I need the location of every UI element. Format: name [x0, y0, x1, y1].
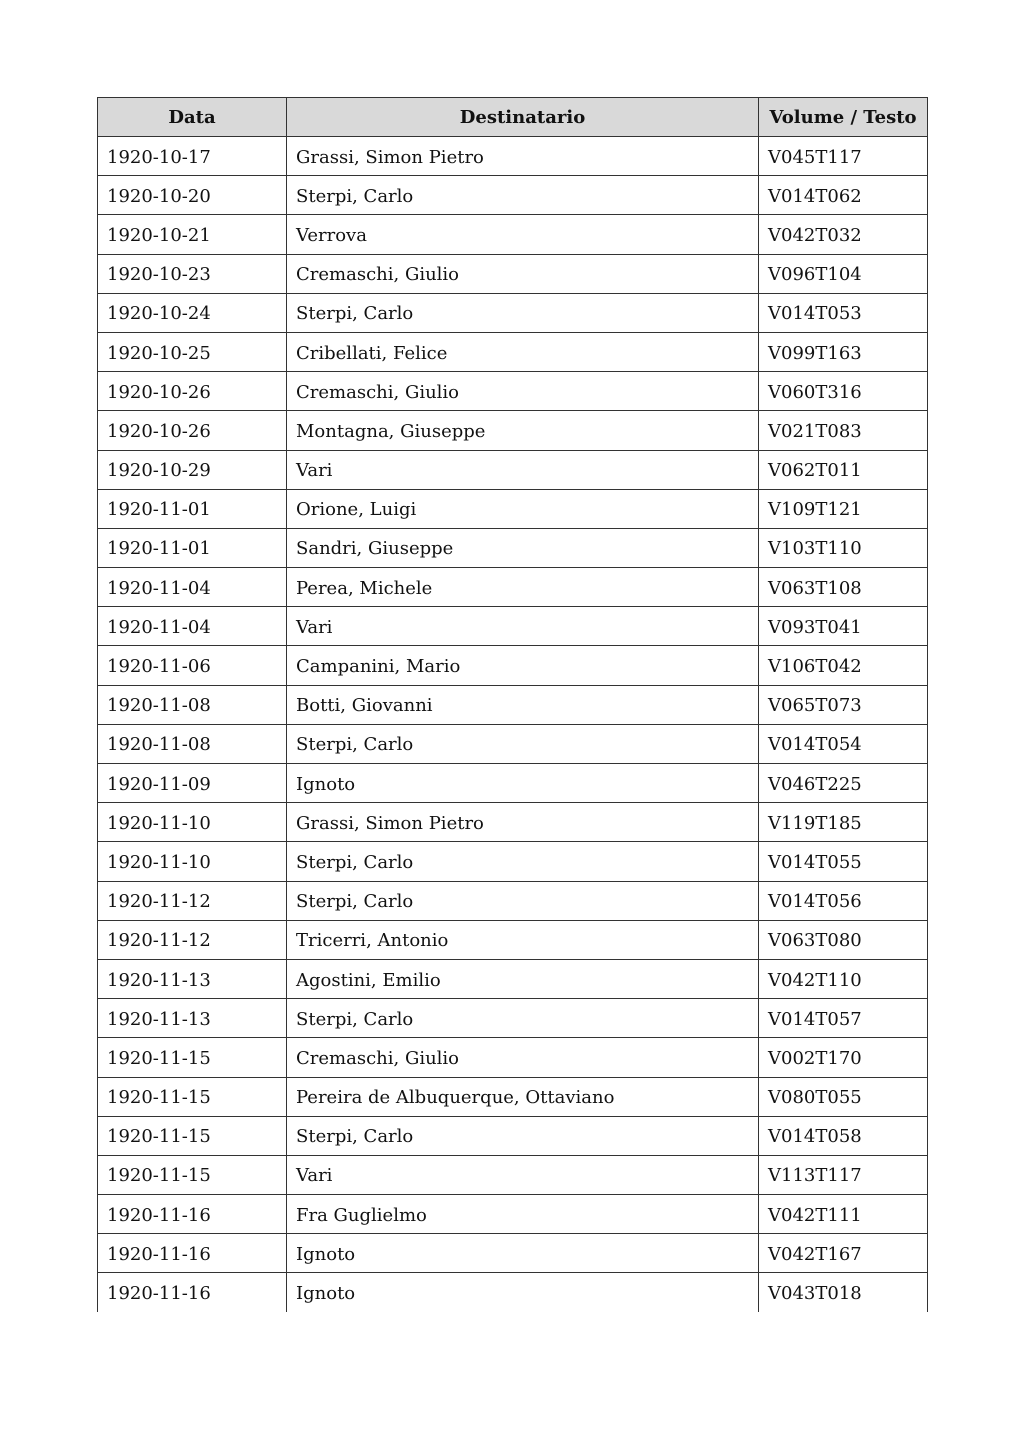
table-row [98, 1195, 928, 1234]
table-row [98, 137, 928, 176]
cell-recipient: Montagna, Giuseppe [287, 411, 759, 450]
cell-recipient: Agostini, Emilio [287, 959, 759, 998]
cell-volume: V109T121 [759, 489, 928, 528]
cell-volume: V062T011 [759, 450, 928, 489]
cell-volume: V042T111 [759, 1195, 928, 1234]
cell-volume: V080T055 [759, 1077, 928, 1116]
column-header-volume: Volume / Testo [759, 98, 928, 137]
cell-date: 1920-11-06 [98, 646, 287, 685]
cell-recipient: Sandri, Giuseppe [287, 528, 759, 567]
cell-volume: V113T117 [759, 1155, 928, 1194]
cell-recipient: Cremaschi, Giulio [287, 254, 759, 293]
cell-volume: V014T056 [759, 881, 928, 920]
cell-recipient: Grassi, Simon Pietro [287, 137, 759, 176]
table-row [98, 1273, 928, 1312]
table-row [98, 293, 928, 332]
cell-volume: V119T185 [759, 803, 928, 842]
cell-recipient: Sterpi, Carlo [287, 724, 759, 763]
cell-volume: V093T041 [759, 607, 928, 646]
column-header-recipient: Destinatario [287, 98, 759, 137]
cell-date: 1920-11-10 [98, 803, 287, 842]
cell-volume: V021T083 [759, 411, 928, 450]
cell-recipient: Sterpi, Carlo [287, 176, 759, 215]
table-row [98, 607, 928, 646]
cell-date: 1920-10-29 [98, 450, 287, 489]
table-row [98, 489, 928, 528]
cell-recipient: Campanini, Mario [287, 646, 759, 685]
cell-volume: V063T080 [759, 920, 928, 959]
cell-volume: V045T117 [759, 137, 928, 176]
cell-recipient: Tricerri, Antonio [287, 920, 759, 959]
table-row [98, 254, 928, 293]
cell-date: 1920-10-26 [98, 372, 287, 411]
cell-date: 1920-11-13 [98, 999, 287, 1038]
cell-volume: V014T058 [759, 1116, 928, 1155]
table-row [98, 1234, 928, 1273]
table-row [98, 959, 928, 998]
cell-recipient: Cribellati, Felice [287, 332, 759, 371]
cell-volume: V046T225 [759, 764, 928, 803]
cell-date: 1920-10-21 [98, 215, 287, 254]
table-row [98, 881, 928, 920]
cell-date: 1920-10-17 [98, 137, 287, 176]
cell-date: 1920-11-08 [98, 685, 287, 724]
cell-volume: V103T110 [759, 528, 928, 567]
cell-recipient: Orione, Luigi [287, 489, 759, 528]
table-row [98, 1155, 928, 1194]
cell-volume: V014T053 [759, 293, 928, 332]
table-row [98, 411, 928, 450]
cell-recipient: Ignoto [287, 764, 759, 803]
table-row [98, 842, 928, 881]
cell-volume: V063T108 [759, 568, 928, 607]
cell-volume: V043T018 [759, 1273, 928, 1312]
table-row [98, 372, 928, 411]
letters-table [97, 97, 928, 1312]
cell-date: 1920-10-20 [98, 176, 287, 215]
table-row [98, 920, 928, 959]
cell-volume: V014T055 [759, 842, 928, 881]
cell-date: 1920-11-01 [98, 528, 287, 567]
cell-volume: V014T054 [759, 724, 928, 763]
cell-recipient: Cremaschi, Giulio [287, 1038, 759, 1077]
table-row [98, 215, 928, 254]
cell-date: 1920-11-16 [98, 1195, 287, 1234]
cell-recipient: Verrova [287, 215, 759, 254]
cell-date: 1920-10-25 [98, 332, 287, 371]
cell-volume: V002T170 [759, 1038, 928, 1077]
cell-date: 1920-11-08 [98, 724, 287, 763]
cell-recipient: Sterpi, Carlo [287, 881, 759, 920]
cell-recipient: Fra Guglielmo [287, 1195, 759, 1234]
cell-date: 1920-11-01 [98, 489, 287, 528]
table-row [98, 764, 928, 803]
table-row [98, 685, 928, 724]
cell-date: 1920-11-15 [98, 1077, 287, 1116]
cell-date: 1920-11-15 [98, 1155, 287, 1194]
cell-recipient: Vari [287, 1155, 759, 1194]
cell-volume: V099T163 [759, 332, 928, 371]
table-row [98, 724, 928, 763]
table-header [98, 98, 928, 137]
cell-recipient: Perea, Michele [287, 568, 759, 607]
table-body [98, 137, 928, 1313]
table-row [98, 568, 928, 607]
table-row [98, 1077, 928, 1116]
cell-recipient: Sterpi, Carlo [287, 999, 759, 1038]
cell-volume: V042T167 [759, 1234, 928, 1273]
cell-volume: V014T062 [759, 176, 928, 215]
table-row [98, 528, 928, 567]
cell-date: 1920-10-26 [98, 411, 287, 450]
cell-recipient: Grassi, Simon Pietro [287, 803, 759, 842]
cell-recipient: Vari [287, 450, 759, 489]
cell-date: 1920-11-13 [98, 959, 287, 998]
table-row [98, 176, 928, 215]
cell-volume: V096T104 [759, 254, 928, 293]
cell-date: 1920-10-24 [98, 293, 287, 332]
cell-recipient: Sterpi, Carlo [287, 293, 759, 332]
cell-date: 1920-11-16 [98, 1234, 287, 1273]
cell-recipient: Sterpi, Carlo [287, 842, 759, 881]
cell-date: 1920-11-04 [98, 568, 287, 607]
cell-recipient: Ignoto [287, 1234, 759, 1273]
cell-date: 1920-11-16 [98, 1273, 287, 1312]
table-row [98, 803, 928, 842]
table-row [98, 1116, 928, 1155]
cell-volume: V042T110 [759, 959, 928, 998]
cell-date: 1920-11-12 [98, 881, 287, 920]
cell-date: 1920-11-10 [98, 842, 287, 881]
cell-recipient: Sterpi, Carlo [287, 1116, 759, 1155]
table-row [98, 646, 928, 685]
cell-recipient: Cremaschi, Giulio [287, 372, 759, 411]
table-row [98, 450, 928, 489]
cell-date: 1920-11-12 [98, 920, 287, 959]
cell-recipient: Pereira de Albuquerque, Ottaviano [287, 1077, 759, 1116]
cell-recipient: Ignoto [287, 1273, 759, 1312]
cell-date: 1920-11-09 [98, 764, 287, 803]
cell-volume: V060T316 [759, 372, 928, 411]
cell-volume: V042T032 [759, 215, 928, 254]
table-row [98, 999, 928, 1038]
cell-volume: V014T057 [759, 999, 928, 1038]
table-row [98, 332, 928, 371]
cell-volume: V065T073 [759, 685, 928, 724]
cell-date: 1920-11-04 [98, 607, 287, 646]
cell-date: 1920-11-15 [98, 1038, 287, 1077]
cell-recipient: Botti, Giovanni [287, 685, 759, 724]
table-row [98, 1038, 928, 1077]
cell-recipient: Vari [287, 607, 759, 646]
header-row [98, 98, 928, 137]
column-header-date: Data [98, 98, 287, 137]
cell-date: 1920-10-23 [98, 254, 287, 293]
cell-date: 1920-11-15 [98, 1116, 287, 1155]
cell-volume: V106T042 [759, 646, 928, 685]
